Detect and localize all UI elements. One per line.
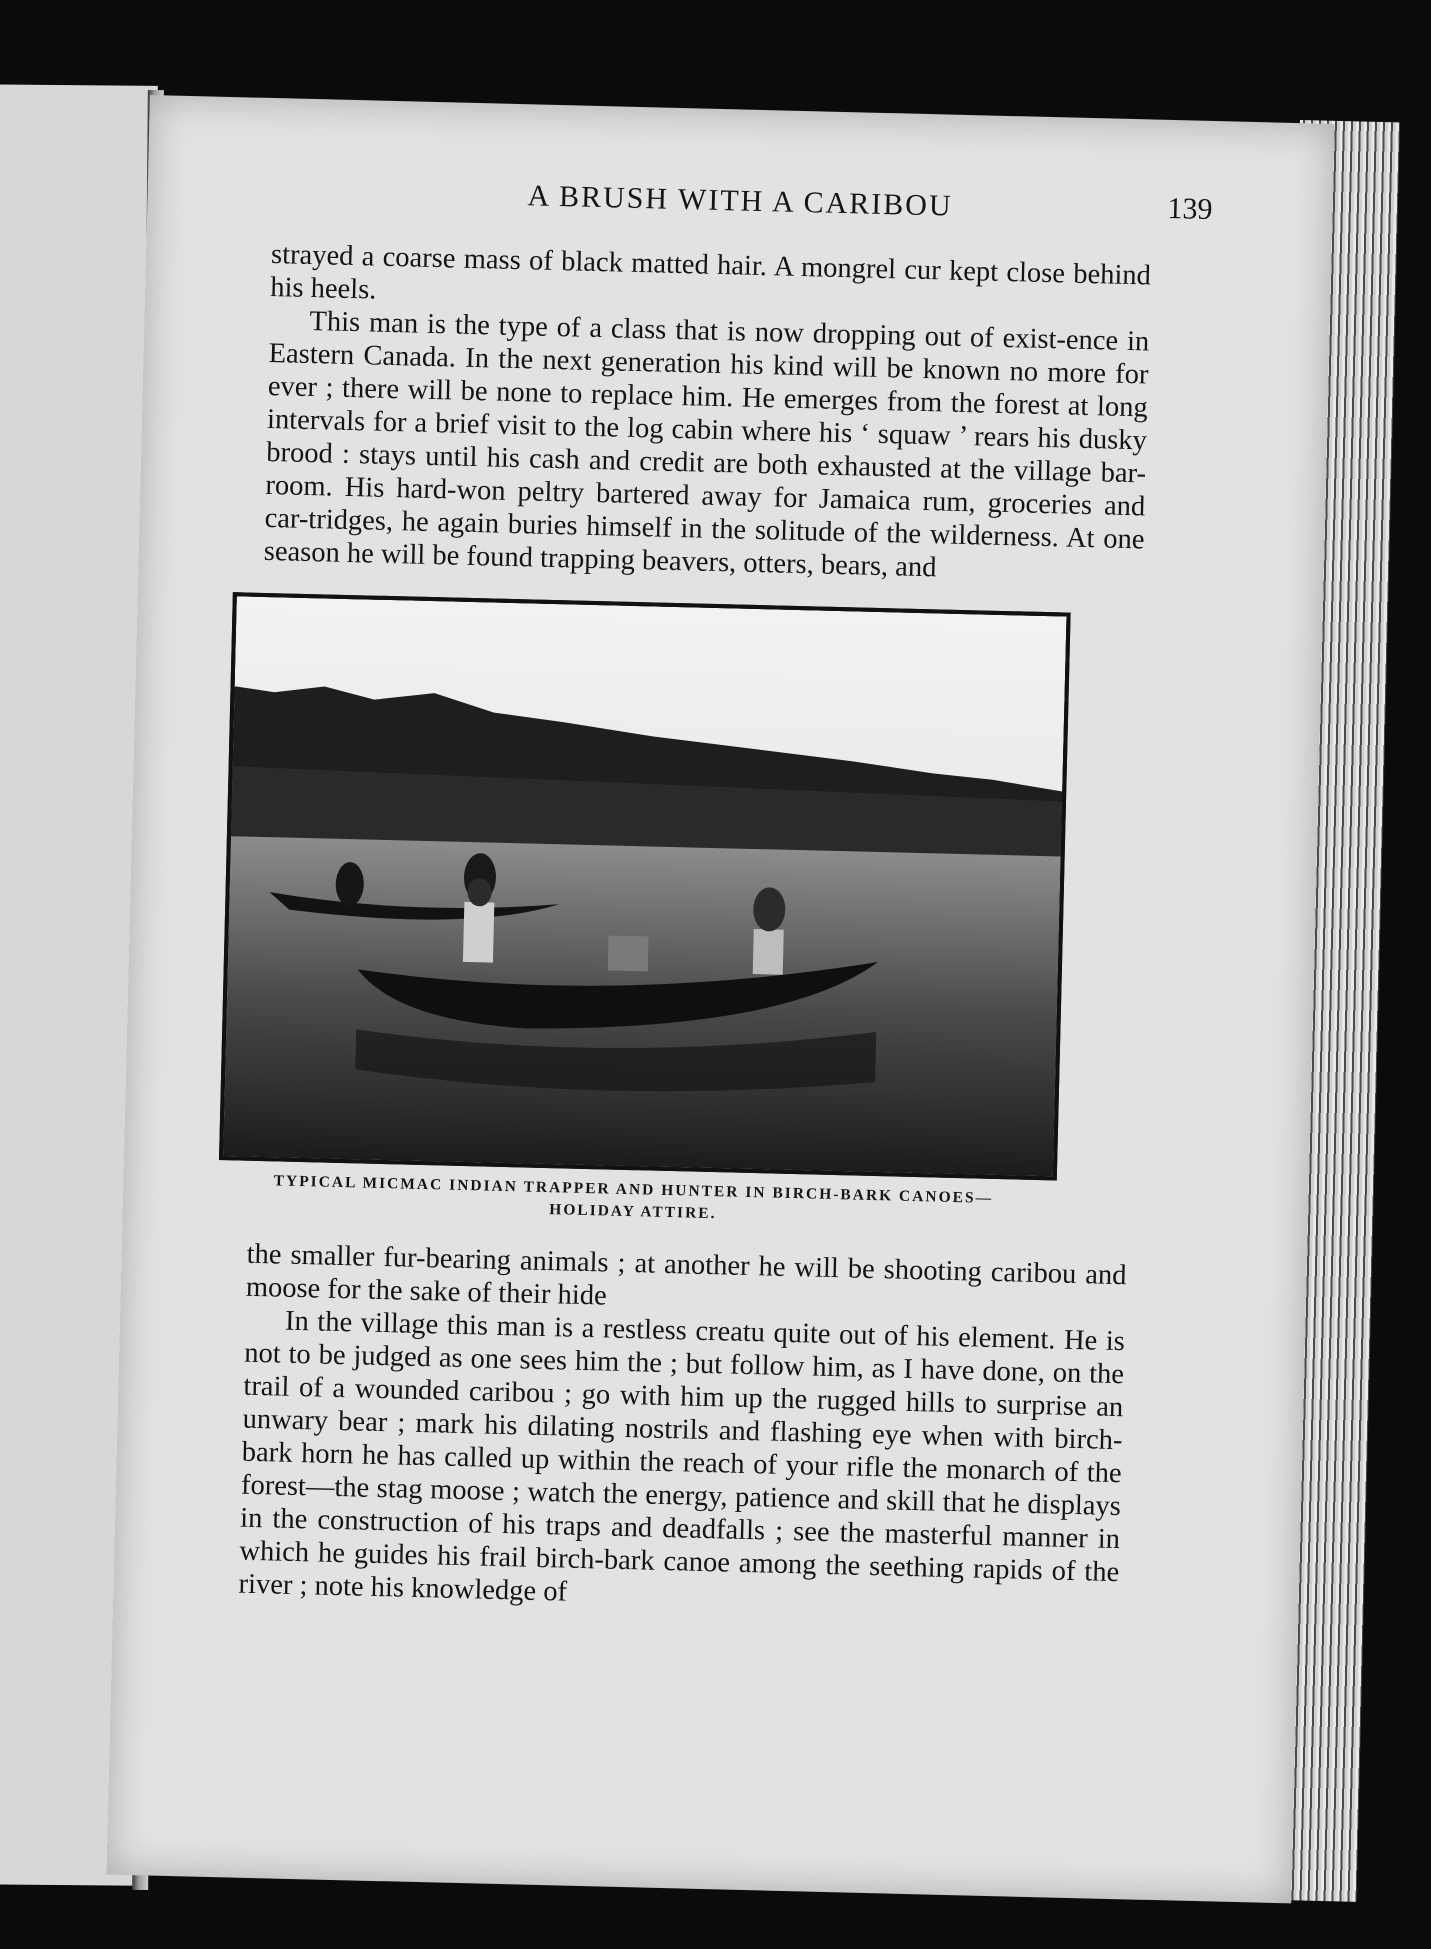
paragraph: the smaller fur-bearing animals ; at another he will be shooting caribou and moose for the sake of their hide [245,1238,1127,1312]
page-number: 139 [1167,191,1213,226]
text-block-top [263,238,1151,589]
paragraph: In the village this man is a restless creatu quite out of his element. He is not to be judged as one sees him the ; but follow him, as I have done, on the trail of a wounded caribou ; go with him up the rugged hills to surprise an unwary bear ; mark his dilating nostrils and flashing eye when with birch-bark horn he has called up within the reach of your rifle the monarch of the forest—the stag moose ; watch the energy, patience and skill that he displays in the construction of his traps and deadfalls ; see the masterful manner in which he guides his frail birch-bark canoe among the seething rapids of the river ; note his knowledge of [238,1305,1126,1608]
caption-line: TYPICAL MICMAC INDIAN TRAPPER AND HUNTER IN BIRCH-BARK CANOES— [273,1172,994,1207]
caption-line: HOLIDAY ATTIRE. [549,1201,717,1223]
paragraph: strayed a coarse mass of black matted hair. A mongrel cur kept close behind his heels. [269,239,1152,306]
canoe-photograph [219,592,1071,1180]
photo-image [223,596,1066,1176]
figure-caption [183,1168,1084,1234]
right-page [107,95,1335,1903]
text-block-bottom [238,1238,1127,1622]
running-head: A BRUSH WITH A CARIBOU [527,179,954,223]
paragraph: This man is the type of a class that is now dropping out of exist-ence in Eastern Canada. In the next generation his kind will be known no more for ever ; there will be none to replace him. He emerges from the forest at long intervals for a brief visit to the log cabin where his ‘ squaw ’ rears his dusky brood : stays until his cash and credit are both exhausted at the village bar-room. His hard-won peltry bartered away for Jamaica rum, groceries and car-tridges, he again buries himself in the solitude of the wilderness. At one season he will be found trapping beavers, otters, bears, and [263,305,1150,584]
